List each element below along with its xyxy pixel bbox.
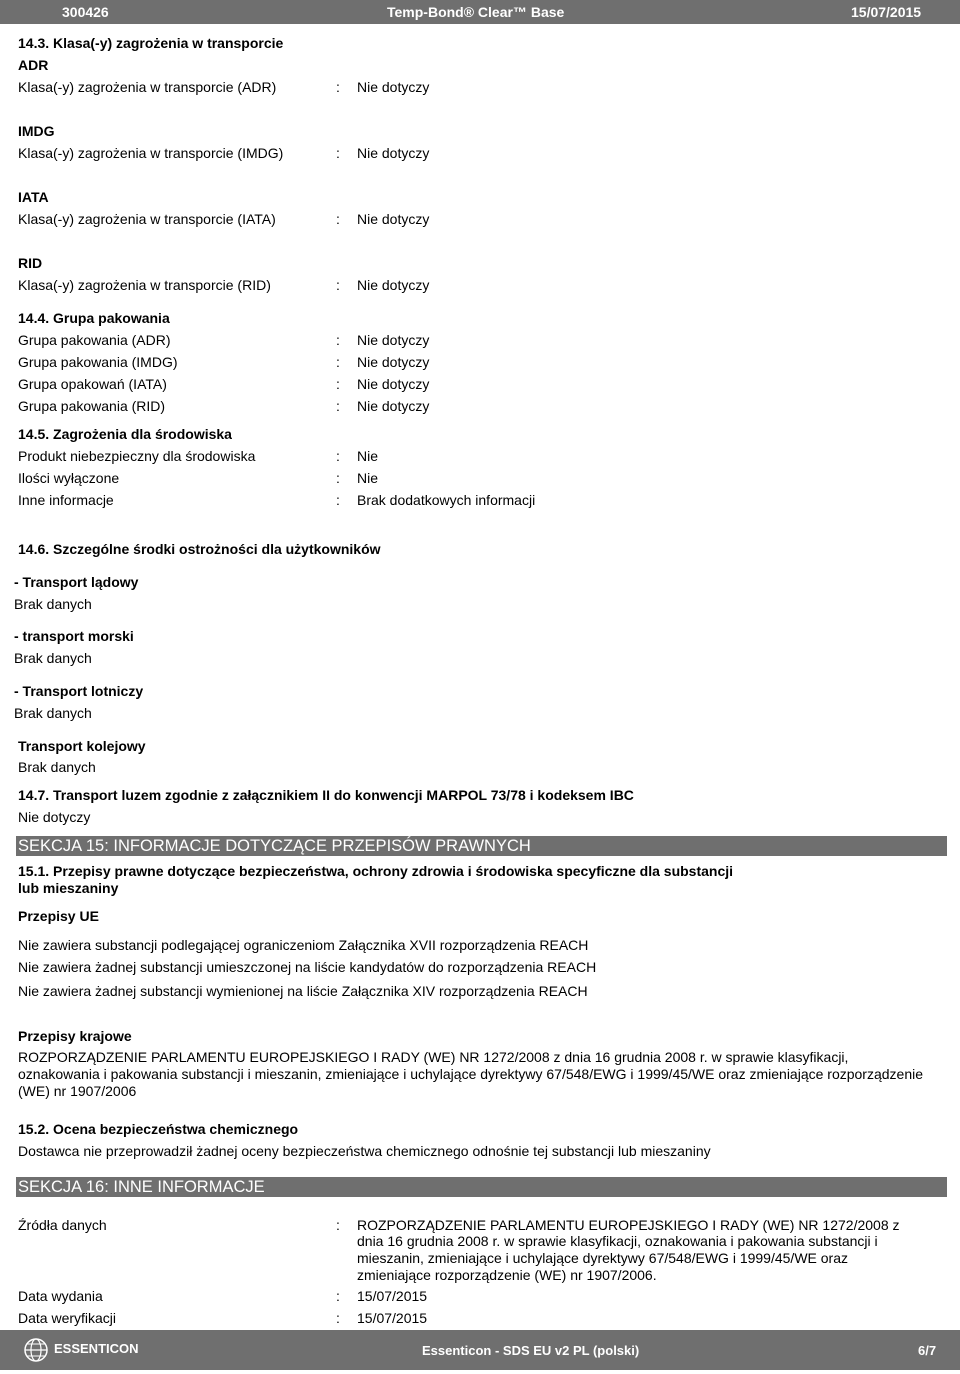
other-info-value: Brak dodatkowych informacji [357,492,536,508]
eu-regulation-item: Nie zawiera żadnej substancji wymienionej na liście Załącznika XIV rozporządzenia REACH [18,983,588,999]
rid-class-label: Klasa(-y) zagrożenia w transporcie (RID) [18,277,271,293]
section-14-3-title: 14.3. Klasa(-y) zagrożenia w transporcie [18,35,284,51]
colon: : [336,492,340,508]
section-15-2-text: Dostawca nie przeprowadził żadnej oceny bezpieczeństwa chemicznego odnośnie tej substancji lub mieszaniny [18,1143,711,1159]
iata-heading: IATA [18,189,49,205]
colon: : [336,79,340,95]
imdg-class-label: Klasa(-y) zagrożenia w transporcie (IMDG) [18,145,284,161]
colon: : [336,1310,340,1326]
page-number: 6/7 [918,1343,937,1358]
section-14-4-title: 14.4. Grupa pakowania [18,310,170,326]
section-16-header [16,1177,947,1197]
issue-date-value: 15/07/2015 [357,1288,428,1304]
packing-group-value: Nie dotyczy [357,398,430,414]
packing-group-value: Nie dotyczy [357,332,430,348]
rail-transport-heading: Transport kolejowy [18,738,146,754]
colon: : [336,1288,340,1304]
packing-group-label: Grupa pakowania (ADR) [18,332,171,348]
issue-date-label: Data wydania [18,1288,103,1304]
env-hazard-label: Produkt niebezpieczny dla środowiska [18,448,256,464]
land-transport-heading: - Transport lądowy [14,574,139,590]
national-regulations-heading: Przepisy krajowe [18,1028,132,1044]
data-sources-label: Źródła danych [18,1217,107,1233]
iata-class-value: Nie dotyczy [357,211,430,227]
national-regulation-line: (WE) nr 1907/2006 [18,1083,137,1099]
section-15-1-title-cont: lub mieszaniny [18,880,119,896]
adr-heading: ADR [18,57,49,73]
colon: : [336,354,340,370]
section-14-7-value: Nie dotyczy [18,809,91,825]
doc-code: 300426 [62,4,109,20]
iata-class-label: Klasa(-y) zagrożenia w transporcie (IATA) [18,211,276,227]
land-transport-value: Brak danych [14,596,92,612]
env-hazard-value: Nie [357,448,379,464]
excepted-quantities-label: Ilości wyłączone [18,470,120,486]
packing-group-label: Grupa opakowań (IATA) [18,376,167,392]
colon: : [336,277,340,293]
packing-group-label: Grupa pakowania (RID) [18,398,166,414]
section-16-title: SEKCJA 16: INNE INFORMACJE [18,1178,265,1196]
colon: : [336,448,340,464]
eu-regulation-item: Nie zawiera żadnej substancji umieszczonej na liście kandydatów do rozporządzenia REACH [18,959,597,975]
header-date: 15/07/2015 [851,4,922,20]
packing-group-value: Nie dotyczy [357,354,430,370]
section-14-6-title: 14.6. Szczególne środki ostrożności dla użytkowników [18,541,381,557]
colon: : [336,145,340,161]
section-14-5-title: 14.5. Zagrożenia dla środowiska [18,426,232,442]
national-regulation-line: ROZPORZĄDZENIE PARLAMENTU EUROPEJSKIEGO I RADY (WE) NR 1272/2008 z dnia 16 grudnia 2008 r. w sprawie klasyfikacji, [18,1049,849,1065]
excepted-quantities-value: Nie [357,470,379,486]
imdg-heading: IMDG [18,123,55,139]
verification-date-label: Data weryfikacji [18,1310,117,1326]
product-name: Temp-Bond® Clear™ Base [387,4,565,20]
colon: : [336,211,340,227]
page-header [0,0,960,24]
section-15-2-title: 15.2. Ocena bezpieczeństwa chemicznego [18,1121,299,1137]
section-14-7-title: 14.7. Transport luzem zgodnie z załącznikiem II do konwencji MARPOL 73/78 i kodeksem IBC [18,787,634,803]
air-transport-heading: - Transport lotniczy [14,683,144,699]
other-info-label: Inne informacje [18,492,114,508]
colon: : [336,332,340,348]
sea-transport-value: Brak danych [14,650,92,666]
data-sources-line: ROZPORZĄDZENIE PARLAMENTU EUROPEJSKIEGO I RADY (WE) NR 1272/2008 z [357,1217,900,1233]
colon: : [336,376,340,392]
national-regulation-line: oznakowania i pakowania substancji i mieszanin, zmieniające i uchylające dyrektywy 67/548/EWG i 1999/45/WE oraz zmieniające rozporządzenie [18,1066,924,1082]
verification-date-value: 15/07/2015 [357,1310,428,1326]
data-sources-line: dnia 16 grudnia 2008 r. w sprawie klasyfikacji, oznakowania i pakowania substancji i [357,1233,878,1249]
sea-transport-heading: - transport morski [14,628,134,644]
footer-doc-info: Essenticon - SDS EU v2 PL (polski) [422,1343,640,1358]
packing-group-label: Grupa pakowania (IMDG) [18,354,178,370]
section-15-header [16,836,947,856]
section-15-1-title: 15.1. Przepisy prawne dotyczące bezpieczeństwa, ochrony zdrowia i środowiska specyficzne dla substancji [18,863,734,879]
adr-class-value: Nie dotyczy [357,79,430,95]
colon: : [336,398,340,414]
colon: : [336,1217,340,1233]
adr-class-label: Klasa(-y) zagrożenia w transporcie (ADR) [18,79,277,95]
eu-regulation-item: Nie zawiera substancji podlegającej ograniczeniom Załącznika XVII rozporządzenia REACH [18,937,589,953]
colon: : [336,470,340,486]
eu-regulations-heading: Przepisy UE [18,908,99,924]
logo-text: ESSENTICON [54,1341,139,1356]
packing-group-value: Nie dotyczy [357,376,430,392]
imdg-class-value: Nie dotyczy [357,145,430,161]
rail-transport-value: Brak danych [18,759,96,775]
section-15-title: SEKCJA 15: INFORMACJE DOTYCZĄCE PRZEPISÓW PRAWNYCH [18,837,531,855]
rid-heading: RID [18,255,43,271]
rid-class-value: Nie dotyczy [357,277,430,293]
essenticon-logo [22,1334,142,1366]
data-sources-line: zmieniające rozporządzenie (WE) nr 1907/2006. [357,1267,657,1283]
air-transport-value: Brak danych [14,705,92,721]
data-sources-line: mieszanin, zmieniające i uchylające dyrektywy 67/548/EWG i 1999/45/WE oraz [357,1250,848,1266]
